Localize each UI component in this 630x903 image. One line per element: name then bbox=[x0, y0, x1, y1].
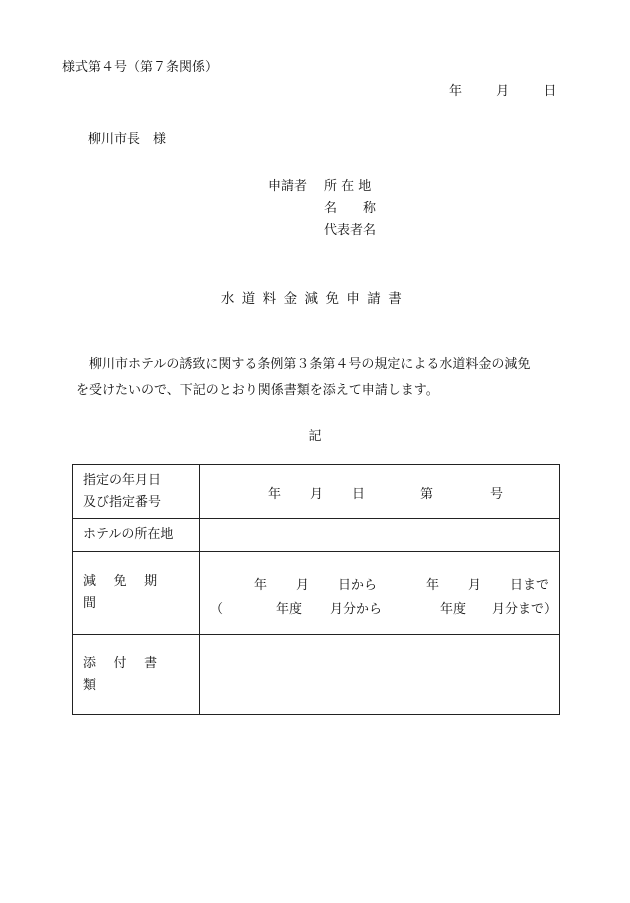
designation-gou: 号 bbox=[490, 487, 504, 502]
designation-month: 月 bbox=[310, 487, 324, 502]
hotel-location-value[interactable] bbox=[200, 519, 560, 552]
period-from-month: 月 bbox=[296, 578, 310, 593]
applicant-name-label: 名 称 bbox=[324, 200, 377, 216]
fiscal-year-from: 年度 bbox=[276, 602, 303, 617]
fiscal-year-to: 年度 bbox=[440, 602, 467, 617]
applicant-representative-label: 代表者名 bbox=[324, 222, 377, 238]
table-row bbox=[73, 635, 560, 715]
table-row bbox=[73, 519, 560, 552]
applicant-label: 申請者 bbox=[268, 178, 308, 194]
attachments-label: 添付書類 bbox=[73, 635, 200, 715]
ki-heading: 記 bbox=[308, 429, 322, 444]
period-to-day: 日まで bbox=[510, 578, 550, 593]
designation-year: 年 bbox=[268, 487, 282, 502]
date-year: 年 bbox=[449, 84, 463, 99]
exemption-period-label: 減免期間 bbox=[73, 552, 200, 635]
period-to-month: 月 bbox=[468, 578, 482, 593]
body-line-2: を受けたいので、下記のとおり関係書類を添えて申請します。 bbox=[76, 383, 439, 398]
applicant-address-label: 所 在 地 bbox=[324, 178, 372, 194]
period-from-day: 日から bbox=[338, 578, 378, 593]
attachments-value[interactable] bbox=[200, 635, 560, 715]
designation-dai: 第 bbox=[420, 487, 434, 502]
date-day: 日 bbox=[543, 84, 557, 99]
designation-day: 日 bbox=[352, 487, 366, 502]
application-table bbox=[72, 464, 560, 715]
hotel-location-label: ホテルの所在地 bbox=[73, 519, 200, 552]
date-month: 月 bbox=[496, 84, 510, 99]
table-row bbox=[73, 465, 560, 519]
applicant-block bbox=[268, 173, 376, 239]
designation-value[interactable] bbox=[200, 465, 560, 519]
addressee: 柳川市長 様 bbox=[88, 132, 167, 147]
period-to-year: 年 bbox=[426, 578, 440, 593]
designation-label-line1: 指定の年月日 bbox=[83, 472, 162, 488]
month-from: 月分から bbox=[330, 602, 383, 617]
exemption-period-value[interactable] bbox=[200, 552, 560, 635]
document-title: 水道料金減免申請書 bbox=[220, 291, 410, 307]
date-line bbox=[449, 80, 556, 99]
month-to: 月分まで） bbox=[492, 602, 558, 617]
period-from-year: 年 bbox=[254, 578, 268, 593]
form-number: 様式第４号（第７条関係） bbox=[62, 60, 219, 75]
table-row bbox=[73, 552, 560, 635]
designation-label bbox=[73, 465, 200, 519]
period-open-paren: （ bbox=[210, 602, 224, 617]
designation-label-line2: 及び指定番号 bbox=[83, 494, 162, 510]
body-line-1: 柳川市ホテルの誘致に関する条例第３条第４号の規定による水道料金の減免 bbox=[89, 357, 531, 372]
body-text bbox=[76, 352, 566, 404]
